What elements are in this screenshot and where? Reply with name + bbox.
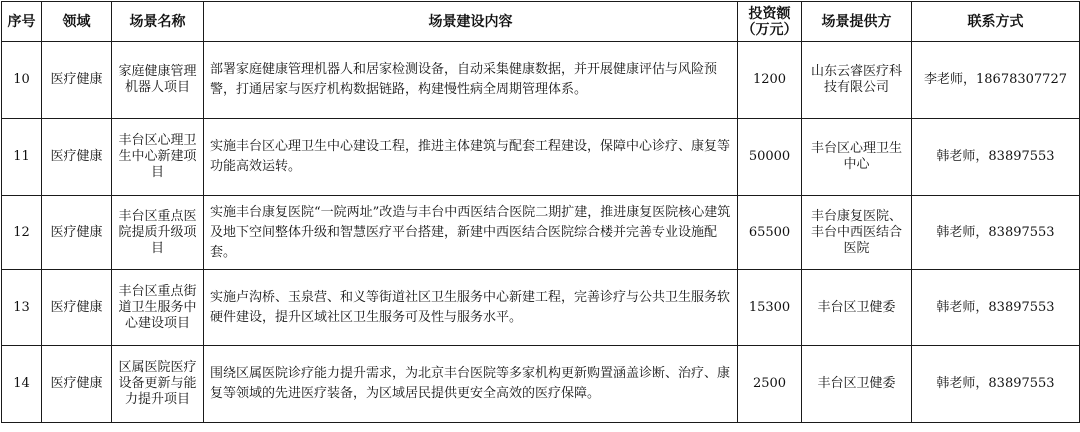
header-provider: 场景提供方 [802,2,912,42]
cell-content: 实施丰台康复医院“一院两址”改造与丰台中西医结合医院二期扩建，推进康复医院核心建筑及地下空间整体升级和智慧医疗平台搭建，新建中西医结合医院综合楼并完善专业设施配套。 [204,196,738,270]
header-investment [738,2,802,42]
header-name: 场景名称 [112,2,204,42]
cell-contact: 李老师，18678307727 [912,42,1080,119]
table-row [2,119,1080,196]
cell-provider: 山东云睿医疗科技有限公司 [802,42,912,119]
table-row [2,196,1080,270]
cell-field: 医疗健康 [42,270,112,346]
cell-content: 部署家庭健康管理机器人和居家检测设备，自动采集健康数据，并开展健康评估与风险预警，打通居家与医疗机构数据链路，构建慢性病全周期管理体系。 [204,42,738,119]
cell-contact: 韩老师，83897553 [912,346,1080,423]
cell-index: 10 [2,42,42,119]
cell-investment: 2500 [738,346,802,423]
cell-index: 12 [2,196,42,270]
header-investment-line2: （万元） [741,21,798,38]
cell-field: 医疗健康 [42,42,112,119]
cell-provider: 丰台区卫健委 [802,346,912,423]
table-row [2,42,1080,119]
cell-investment: 1200 [738,42,802,119]
cell-investment: 50000 [738,119,802,196]
cell-name: 丰台区重点医院提质升级项目 [112,196,204,270]
cell-investment: 65500 [738,196,802,270]
cell-index: 11 [2,119,42,196]
header-index: 序号 [2,2,42,42]
cell-content: 实施卢沟桥、玉泉营、和义等街道社区卫生服务中心新建工程，完善诊疗与公共卫生服务软硬件建设，提升区域社区卫生服务可及性与服务水平。 [204,270,738,346]
cell-content: 围绕区属医院诊疗能力提升需求，为北京丰台医院等多家机构更新购置涵盖诊断、治疗、康复等领域的先进医疗装备，为区域居民提供更安全高效的医疗保障。 [204,346,738,423]
cell-field: 医疗健康 [42,346,112,423]
cell-provider: 丰台康复医院、丰台中西医结合医院 [802,196,912,270]
cell-content: 实施丰台区心理卫生中心建设工程，推进主体建筑与配套工程建设，保障中心诊疗、康复等功能高效运转。 [204,119,738,196]
scenario-table [1,1,1080,423]
cell-name: 丰台区心理卫生中心新建项目 [112,119,204,196]
table-header-row [2,2,1080,42]
header-field: 领域 [42,2,112,42]
cell-provider: 丰台区心理卫生中心 [802,119,912,196]
table-row [2,270,1080,346]
table-row [2,346,1080,423]
cell-index: 13 [2,270,42,346]
header-investment-line1: 投资额 [748,5,791,22]
cell-contact: 韩老师，83897553 [912,119,1080,196]
cell-index: 14 [2,346,42,423]
header-content: 场景建设内容 [204,2,738,42]
cell-contact: 韩老师，83897553 [912,196,1080,270]
header-contact: 联系方式 [912,2,1080,42]
cell-name: 区属医院医疗设备更新与能力提升项目 [112,346,204,423]
cell-name: 丰台区重点街道卫生服务中心建设项目 [112,270,204,346]
cell-investment: 15300 [738,270,802,346]
cell-field: 医疗健康 [42,196,112,270]
cell-contact: 韩老师，83897553 [912,270,1080,346]
cell-name: 家庭健康管理机器人项目 [112,42,204,119]
cell-field: 医疗健康 [42,119,112,196]
cell-provider: 丰台区卫健委 [802,270,912,346]
